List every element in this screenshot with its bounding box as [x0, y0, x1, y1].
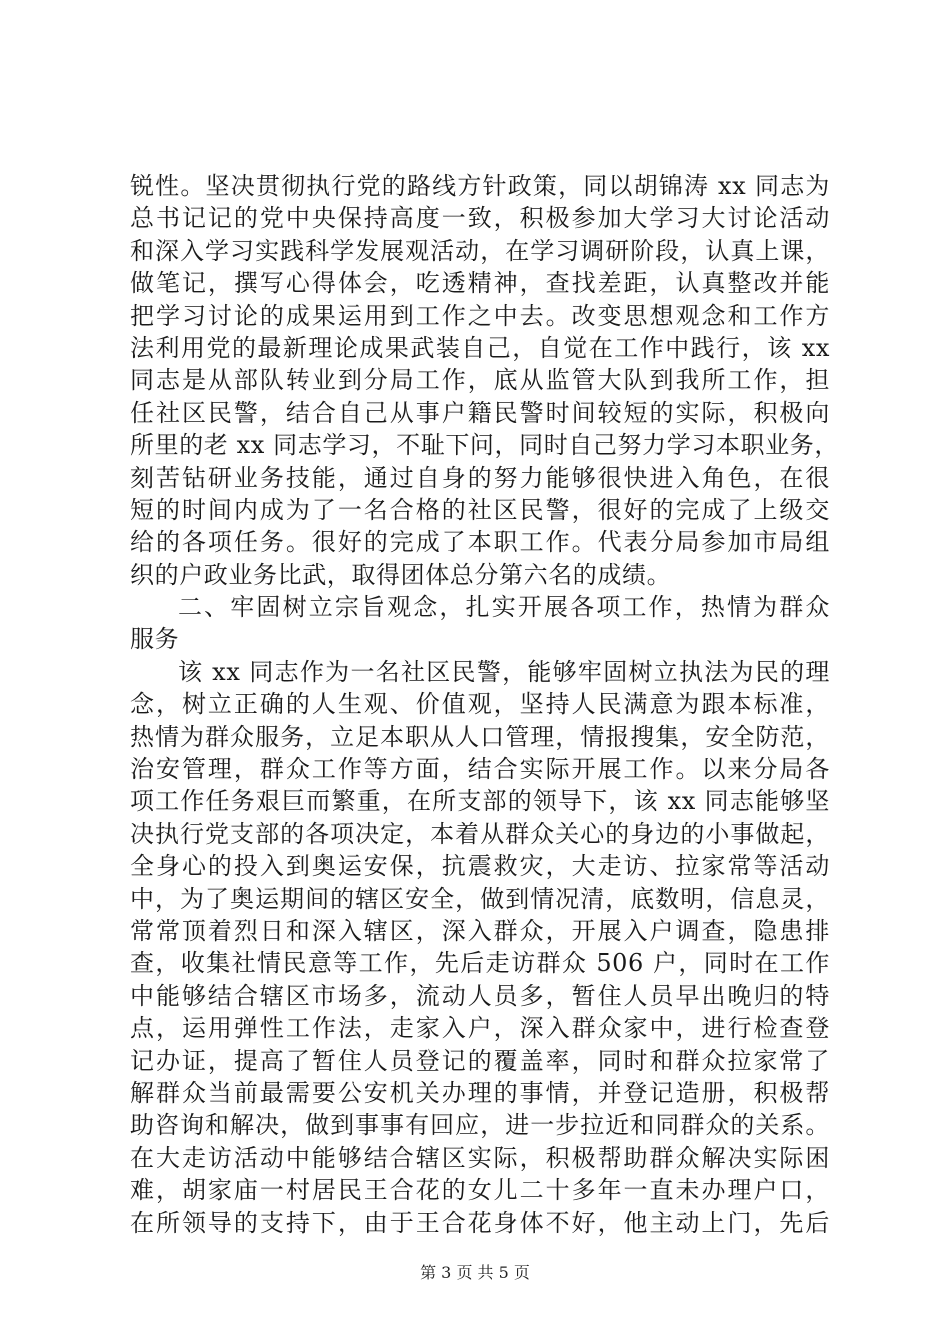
text-line: 全身心的投入到奥运安保，抗震救灾，大走访、拉家常等活动: [130, 852, 830, 881]
text-line: 服务: [130, 625, 180, 654]
text-line: 法利用党的最新理论成果武装自己，自觉在工作中践行，该 xx: [130, 333, 830, 362]
text-line: 做笔记，撰写心得体会，吃透精神，查找差距，认真整改并能: [130, 269, 830, 298]
text-line: 和深入学习实践科学发展观活动，在学习调研阶段，认真上课，: [130, 236, 830, 265]
text-line: 在大走访活动中能够结合辖区实际，积极帮助群众解决实际困: [130, 1143, 830, 1172]
text-line: 织的户政业务比武，取得团体总分第六名的成绩。: [130, 560, 672, 589]
text-line: 中能够结合辖区市场多，流动人员多，暂住人员早出晚归的特: [130, 981, 830, 1010]
text-line: 查，收集社情民意等工作，先后走访群众 506 户，同时在工作: [130, 949, 830, 978]
text-line: 中，为了奥运期间的辖区安全，做到情况清，底数明，信息灵，: [130, 884, 830, 913]
text-line: 热情为群众服务，立足本职从人口管理，情报搜集，安全防范，: [130, 722, 830, 751]
text-line: 给的各项任务。很好的完成了本职工作。代表分局参加市局组: [130, 528, 830, 557]
text-line: 二、牢固树立宗旨观念，扎实开展各项工作，热情为群众: [178, 593, 830, 622]
text-line: 锐性。坚决贯彻执行党的路线方针政策，同以胡锦涛 xx 同志为: [130, 172, 830, 200]
text-line: 解群众当前最需要公安机关办理的事情，并登记造册，积极帮: [130, 1078, 830, 1107]
text-line: 任社区民警，结合自己从事户籍民警时间较短的实际，积极向: [130, 398, 830, 427]
text-line: 念，树立正确的人生观、价值观，坚持人民满意为跟本标准，: [130, 690, 830, 719]
text-line: 点，运用弹性工作法，走家入户，深入群众家中，进行检查登: [130, 1014, 830, 1043]
text-line: 助咨询和解决，做到事事有回应，进一步拉近和同群众的关系。: [130, 1111, 830, 1140]
text-line: 记办证，提高了暂住人员登记的覆盖率，同时和群众拉家常了: [130, 1046, 830, 1075]
text-line: 该 xx 同志作为一名社区民警，能够牢固树立执法为民的理: [178, 657, 830, 686]
text-line: 短的时间内成为了一名合格的社区民警，很好的完成了上级交: [130, 495, 830, 524]
text-line: 刻苦钻研业务技能，通过自身的努力能够很快进入角色，在很: [130, 463, 830, 492]
page-footer: 第 3 页 共 5 页: [420, 1263, 530, 1282]
text-line: 决执行党支部的各项决定，本着从群众关心的身边的小事做起，: [130, 819, 830, 848]
text-line: 所里的老 xx 同志学习，不耻下问，同时自己努力学习本职业务，: [130, 431, 839, 460]
document-body: [130, 170, 839, 1239]
text-line: 把学习讨论的成果运用到工作之中去。改变思想观念和工作方: [130, 301, 830, 330]
text-line: 同志是从部队转业到分局工作，底从监管大队到我所工作，担: [130, 366, 830, 395]
text-line: 项工作任务艰巨而繁重，在所支部的领导下，该 xx 同志能够坚: [130, 787, 830, 816]
text-line: 在所领导的支持下，由于王合花身体不好，他主动上门，先后: [130, 1208, 830, 1237]
text-line: 难，胡家庙一村居民王合花的女儿二十多年一直未办理户口，: [130, 1176, 830, 1205]
text-line: 治安管理，群众工作等方面，结合实际开展工作。以来分局各: [130, 755, 830, 784]
text-line: 常常顶着烈日和深入辖区，深入群众，开展入户调查，隐患排: [130, 916, 830, 945]
text-line: 总书记记的党中央保持高度一致，积极参加大学习大讨论活动: [130, 204, 830, 233]
